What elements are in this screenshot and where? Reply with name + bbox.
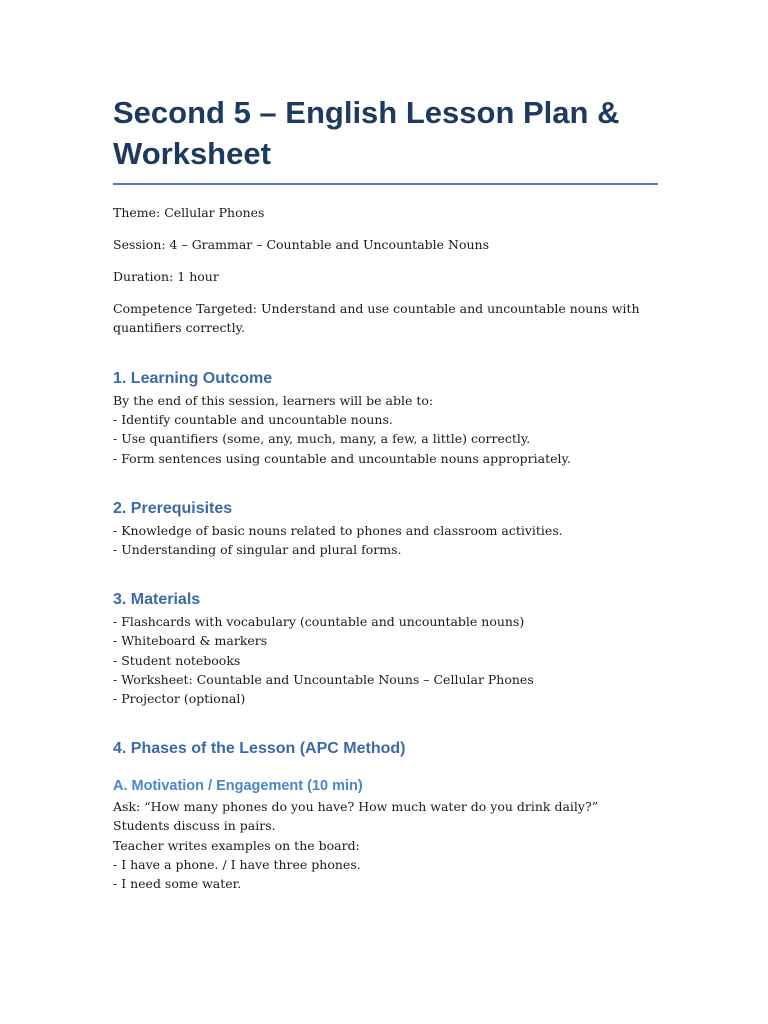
materials-body [113, 612, 658, 708]
materials-heading: 3. Materials [113, 591, 201, 609]
materials-line: - Flashcards with vocabulary (countable and uncountable nouns) [113, 614, 525, 630]
motivation-line: Ask: “How many phones do you have? How much water do you drink daily?” [113, 799, 599, 815]
learning-outcome-line: - Use quantifiers (some, any, much, many, a few, a little) correctly. [113, 431, 531, 447]
session-line: Session: 4 – Grammar – Countable and Uncountable Nouns [113, 237, 489, 252]
motivation-line: Students discuss in pairs. [113, 818, 276, 834]
competence-line: Competence Targeted: Understand and use countable and uncountable nouns with quantifiers correctly. [113, 301, 640, 335]
prerequisites-body [113, 521, 658, 559]
prerequisites-heading: 2. Prerequisites [113, 499, 233, 517]
document-page [113, 92, 658, 893]
duration-line: Duration: 1 hour [113, 269, 219, 284]
learning-outcome-body [113, 391, 658, 468]
materials-line: - Worksheet: Countable and Uncountable Nouns – Cellular Phones [113, 671, 534, 687]
learning-outcome-line: - Form sentences using countable and uncountable nouns appropriately. [113, 450, 571, 466]
motivation-body [113, 797, 658, 893]
materials-line: - Whiteboard & markers [113, 633, 268, 649]
motivation-heading: A. Motivation / Engagement (10 min) [113, 778, 363, 795]
prerequisites-line: - Knowledge of basic nouns related to phones and classroom activities. [113, 522, 563, 538]
motivation-line: Teacher writes examples on the board: [113, 837, 360, 853]
materials-line: - Projector (optional) [113, 691, 246, 707]
prerequisites-line: - Understanding of singular and plural forms. [113, 542, 402, 558]
learning-outcome-line: - Identify countable and uncountable nouns. [113, 412, 393, 428]
phases-heading: 4. Phases of the Lesson (APC Method) [113, 740, 406, 758]
document-title: Second 5 – English Lesson Plan & Worksheet [113, 92, 658, 185]
theme-line: Theme: Cellular Phones [113, 205, 265, 220]
materials-line: - Student notebooks [113, 652, 241, 668]
motivation-line: - I have a phone. / I have three phones. [113, 856, 361, 872]
learning-outcome-heading: 1. Learning Outcome [113, 370, 273, 387]
learning-outcome-line: By the end of this session, learners will be able to: [113, 393, 434, 408]
motivation-line: - I need some water. [113, 876, 242, 892]
